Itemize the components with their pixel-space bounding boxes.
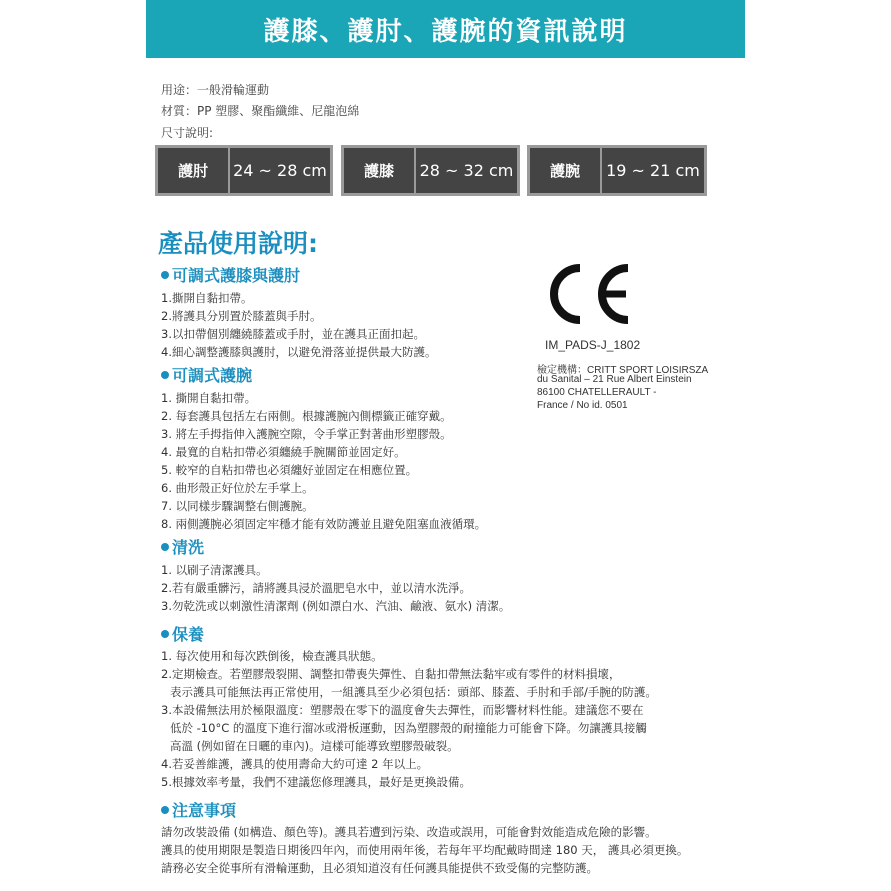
section-title-notes bbox=[161, 798, 236, 821]
list-item: 護具的使用期限是製造日期後四年內，而使用兩年後，若每年平均配戴時間達 180 天， 護具必須更換。 bbox=[161, 843, 689, 857]
usage-text: 用途：一般滑輪運動 bbox=[161, 83, 270, 97]
material-text: 材質：PP 塑膠、聚酯纖維、尼龍泡綿 bbox=[161, 104, 360, 118]
certification-line: France / No id. 0501 bbox=[537, 400, 628, 411]
certification-id: IM_PADS-J_1802 bbox=[545, 338, 641, 352]
list-item: 2.定期檢查。若塑膠殼裂開、調整扣帶喪失彈性、自黏扣帶無法黏牢或有零件的材料損壞， bbox=[161, 667, 621, 681]
list-item: 5.根據效率考量，我們不建議您修理護具，最好是更換設備。 bbox=[161, 775, 471, 789]
instructions-title: 產品使用說明: bbox=[158, 229, 318, 258]
list-item: 請勿改裝設備 (如構造、顏色等)。護具若遭到污染、改造或誤用，可能會對效能造成危險的影響。 bbox=[161, 825, 657, 839]
list-item: 4. 最寬的自粘扣帶必須纏繞手腕關節並固定好。 bbox=[161, 445, 406, 459]
list-item: 7. 以同樣步驟調整右側護腕。 bbox=[161, 499, 314, 513]
list-item: 3. 將左手拇指伸入護腕空隙，令手掌正對著曲形塑膠殼。 bbox=[161, 427, 452, 441]
size-label-wrist: 護腕 bbox=[530, 148, 602, 193]
list-item: 4.若妥善維護，護具的使用壽命大約可達 2 年以上。 bbox=[161, 757, 429, 771]
list-item: 表示護具可能無法再正常使用，一組護具至少必須包括：頭部、膝蓋、手肘和手部/手腕的防護。 bbox=[170, 685, 657, 699]
size-label-knee: 護膝 bbox=[344, 148, 416, 193]
section-title-knee-elbow bbox=[161, 263, 300, 286]
list-item: 低於 -10°C 的溫度下進行溜冰或滑板運動，因為塑膠殼的耐撞能力可能會下降。勿讓護具接觸 bbox=[170, 721, 647, 735]
bullet-icon bbox=[161, 543, 169, 551]
list-item: 高溫 (例如留在日曬的車內)。這樣可能導致塑膠殼破裂。 bbox=[170, 739, 459, 753]
list-item: 請務必安全從事所有滑輪運動，且必須知道沒有任何護具能提供不致受傷的完整防護。 bbox=[161, 861, 598, 875]
list-item: 1. 以刷子清潔護具。 bbox=[161, 563, 268, 577]
list-item: 3.以扣帶個別纏繞膝蓋或手肘，並在護具正面扣起。 bbox=[161, 327, 425, 341]
certification-line: du Sanital – 21 Rue Albert Einstein bbox=[537, 374, 692, 385]
size-box-wrist bbox=[527, 145, 707, 196]
list-item: 3.勿乾洗或以刺激性清潔劑 (例如漂白水、汽油、鹼液、氨水) 清潔。 bbox=[161, 599, 511, 613]
size-label-text: 尺寸說明: bbox=[161, 126, 214, 140]
certification-line: 檢定機構：CRITT SPORT LOISIRSZA bbox=[537, 365, 709, 376]
page-title: 護膝、護肘、護腕的資訊說明 bbox=[263, 16, 628, 47]
size-box-elbow bbox=[155, 145, 333, 196]
list-item: 1.撕開自黏扣帶。 bbox=[161, 291, 253, 305]
list-item: 1. 每次使用和每次跌倒後，檢查護具狀態。 bbox=[161, 649, 383, 663]
list-item: 2.將護具分別置於膝蓋與手肘。 bbox=[161, 309, 322, 323]
section-title-text: 注意事項 bbox=[172, 801, 237, 820]
bullet-icon bbox=[161, 806, 169, 814]
section-title-wrist bbox=[161, 363, 252, 386]
certification-line: 86100 CHATELLERAULT - bbox=[537, 387, 657, 398]
size-box-knee bbox=[341, 145, 520, 196]
section-title-text: 清洗 bbox=[172, 538, 205, 557]
section-title-maintenance bbox=[161, 622, 204, 645]
list-item: 2.若有嚴重髒污，請將護具浸於溫肥皂水中，並以清水洗淨。 bbox=[161, 581, 471, 595]
list-item: 3.本設備無法用於極限溫度：塑膠殼在零下的溫度會失去彈性，而影響材料性能。建議您不要在 bbox=[161, 703, 644, 717]
list-item: 1. 撕開自黏扣帶。 bbox=[161, 391, 257, 405]
size-range-wrist: 19 ~ 21 cm bbox=[606, 161, 700, 180]
size-label-elbow: 護肘 bbox=[158, 148, 230, 193]
ce-mark-icon bbox=[542, 260, 632, 328]
list-item: 4.細心調整護膝與護肘，以避免滑落並提供最大防護。 bbox=[161, 345, 437, 359]
section-title-text: 保養 bbox=[172, 625, 205, 644]
bullet-icon bbox=[161, 371, 169, 379]
list-item: 2. 每套護具包括左右兩側。根據護腕內側標籤正確穿戴。 bbox=[161, 409, 452, 423]
size-range-knee: 28 ~ 32 cm bbox=[419, 161, 514, 180]
section-title-cleaning bbox=[161, 535, 204, 558]
section-title-text: 可調式護腕 bbox=[172, 366, 253, 385]
bullet-icon bbox=[161, 630, 169, 638]
bullet-icon bbox=[161, 271, 169, 279]
page-title-banner bbox=[146, 0, 745, 58]
size-range-elbow: 24 ~ 28 cm bbox=[233, 161, 327, 180]
list-item: 5. 較窄的自粘扣帶也必須纏好並固定在相應位置。 bbox=[161, 463, 418, 477]
section-title-text: 可調式護膝與護肘 bbox=[172, 266, 301, 285]
list-item: 8. 兩側護腕必須固定牢穩才能有效防護並且避免阻塞血液循環。 bbox=[161, 517, 487, 531]
list-item: 6. 曲形殼正好位於左手掌上。 bbox=[161, 481, 314, 495]
